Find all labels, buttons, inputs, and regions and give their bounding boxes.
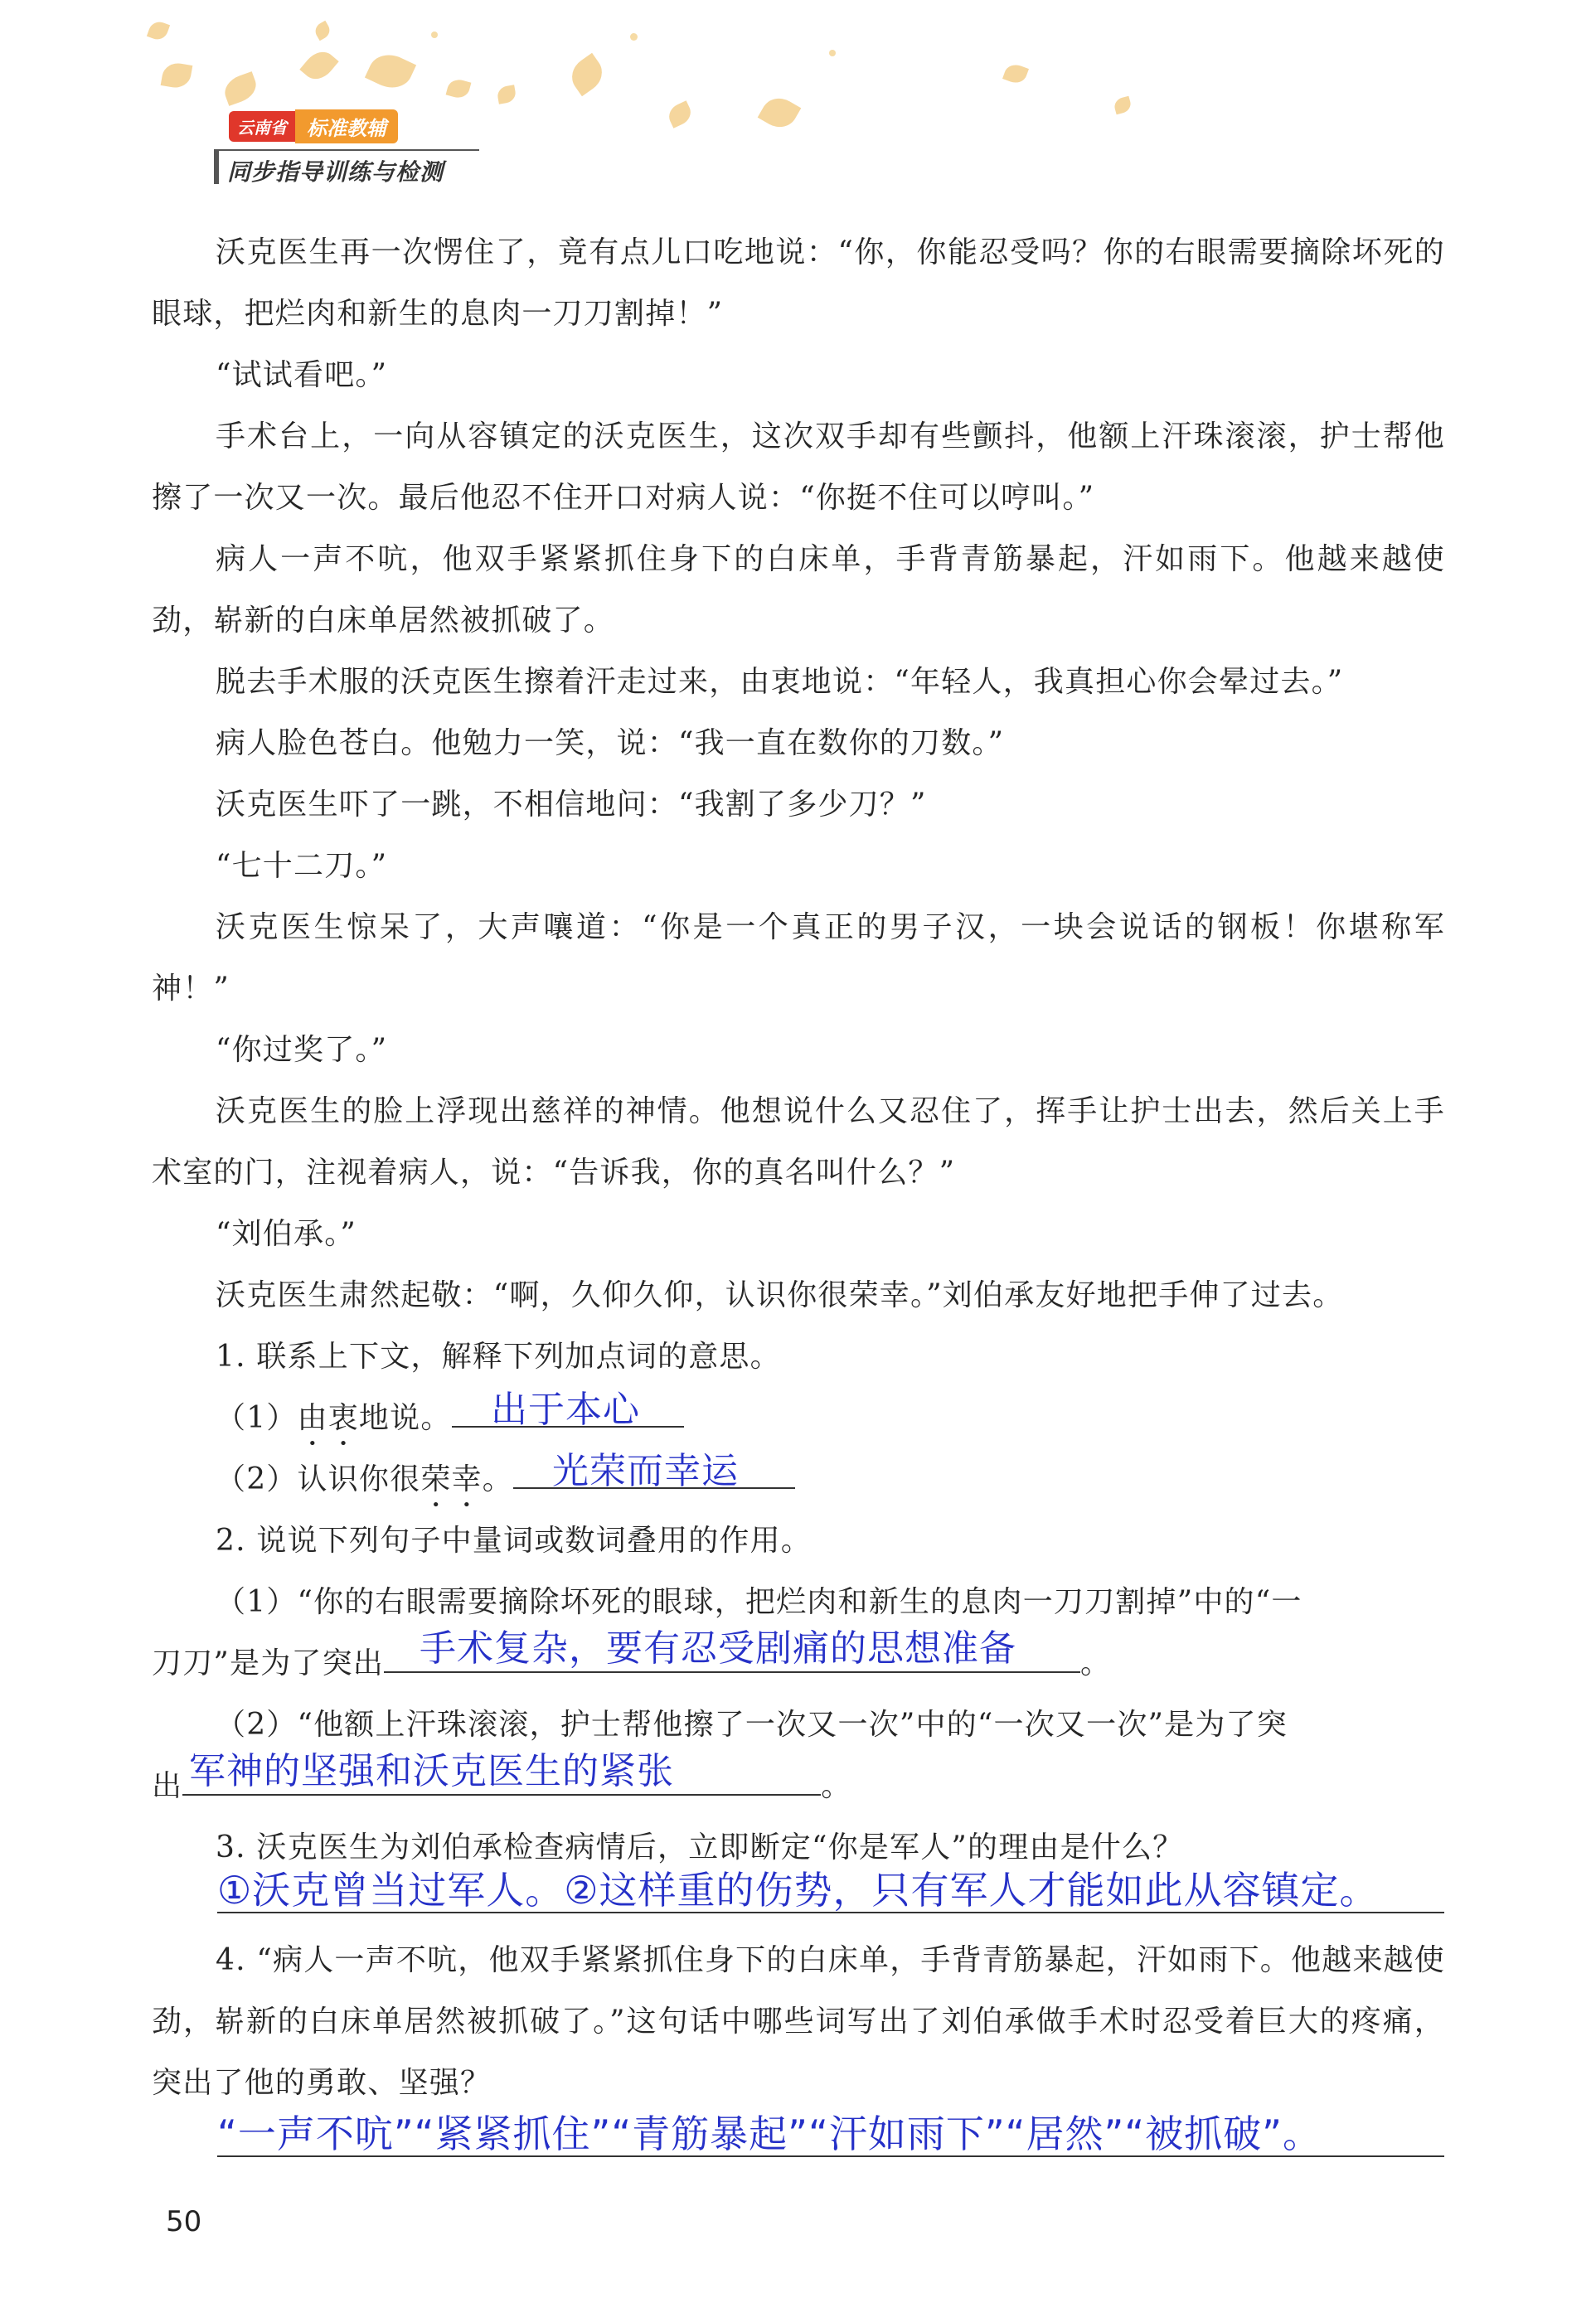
brand-name: 标准教辅	[295, 109, 398, 143]
question-4-prompt: 4. “病人一声不吭，他双手紧紧抓住身下的白床单，手背青筋暴起，汗如雨下。他越来越使劲，崭新的白床单居然被抓破了。”这句话中哪些词写出了刘伯承做手术时忍受着巨大的疼痛，突出了他的勇敢、坚强？	[152, 1943, 1445, 2100]
series-subtitle: 同步指导训练与检测	[227, 158, 444, 186]
brand-tag: 云南省	[229, 111, 295, 142]
story-paragraph: “试试看吧。”	[216, 358, 388, 392]
question-2-item-2-line-2: 出 。	[152, 1756, 1445, 1817]
question-2-item-2-line-1: （2）“他额上汗珠滚滚，护士帮他擦了一次又一次”中的“一次又一次”是为了突	[216, 1708, 1288, 1742]
story-paragraph: 沃克医生吓了一跳，不相信地问：“我割了多少刀？”	[216, 788, 927, 822]
question-1-item-1: （1）由衷地说。	[216, 1388, 1443, 1452]
handwritten-answer: 军神的坚强和沃克医生的紧张	[189, 1750, 674, 1792]
question-2-prompt: 2. 说说下列句子中量词或数词叠用的作用。	[216, 1524, 812, 1558]
story-paragraph: 沃克医生再一次愣住了，竟有点儿口吃地说：“你，你能忍受吗？你的右眼需要摘除坏死的眼球，把烂肉和新生的息肉一刀刀割掉！”	[152, 235, 1445, 331]
handwritten-answer: ①沃克曾当过军人。②这样重的伤势，只有军人才能如此从容镇定。	[217, 1868, 1379, 1913]
question-3-prompt: 3. 沃克医生为刘伯承检查病情后，立即断定“你是军人”的理由是什么？	[216, 1830, 1184, 1864]
story-paragraph: “你过奖了。”	[216, 1033, 388, 1067]
handwritten-answer: 出于本心	[491, 1389, 640, 1431]
handwritten-answer: 手术复杂，要有忍受剧痛的思想准备	[420, 1627, 1016, 1670]
story-paragraph: 沃克医生肃然起敬：“啊，久仰久仰，认识你很荣幸。”刘伯承友好地把手伸了过去。	[216, 1278, 1344, 1312]
question-2-item-1-line-1: （1）“你的右眼需要摘除坏死的眼球，把烂肉和新生的息肉一刀刀割掉”中的“一	[216, 1585, 1303, 1619]
handwritten-answer: “一声不吭”“紧紧抓住”“青筋暴起”“汗如雨下”“居然”“被抓破”。	[217, 2112, 1322, 2156]
story-paragraph: 病人一声不吭，他双手紧紧抓住身下的白床单，手背青筋暴起，汗如雨下。他越来越使劲，崭新的白床单居然被抓破了。	[152, 542, 1445, 638]
story-paragraph: “七十二刀。”	[216, 849, 388, 883]
question-1-prompt: 1. 联系上下文，解释下列加点词的意思。	[216, 1340, 781, 1374]
story-paragraph: 脱去手术服的沃克医生擦着汗走过来，由衷地说：“年轻人，我真担心你会晕过去。”	[216, 665, 1344, 699]
handwritten-answer: 光荣而幸运	[552, 1450, 739, 1492]
series-header	[214, 109, 479, 186]
question-1-item-2: （2）认识你很荣幸。	[216, 1449, 1443, 1514]
answer-line	[217, 1912, 1444, 1913]
story-paragraph: 病人脸色苍白。他勉力一笑，说：“我一直在数你的刀数。”	[216, 726, 1005, 760]
story-paragraph: 沃克医生惊呆了，大声嚷道：“你是一个真正的男子汉，一块会说话的钢板！你堪称军神！”	[152, 910, 1445, 1006]
dotted-word: 荣幸	[420, 1462, 483, 1496]
question-2-item-1-line-2: 刀刀”是为了突出 。	[152, 1633, 1445, 1695]
page-number: 50	[166, 2205, 202, 2238]
dotted-word: 由衷	[297, 1401, 359, 1435]
story-paragraph: “刘伯承。”	[216, 1217, 357, 1251]
story-paragraph: 手术台上，一向从容镇定的沃克医生，这次双手却有些颤抖，他额上汗珠滚滚，护士帮他擦了一次又一次。最后他忍不住开口对病人说：“你挺不住可以哼叫。”	[152, 419, 1445, 515]
story-paragraph: 沃克医生的脸上浮现出慈祥的神情。他想说什么又忍住了，挥手让护士出去，然后关上手术室的门，注视着病人，说：“告诉我，你的真名叫什么？”	[152, 1094, 1445, 1190]
answer-line	[217, 2155, 1444, 2157]
